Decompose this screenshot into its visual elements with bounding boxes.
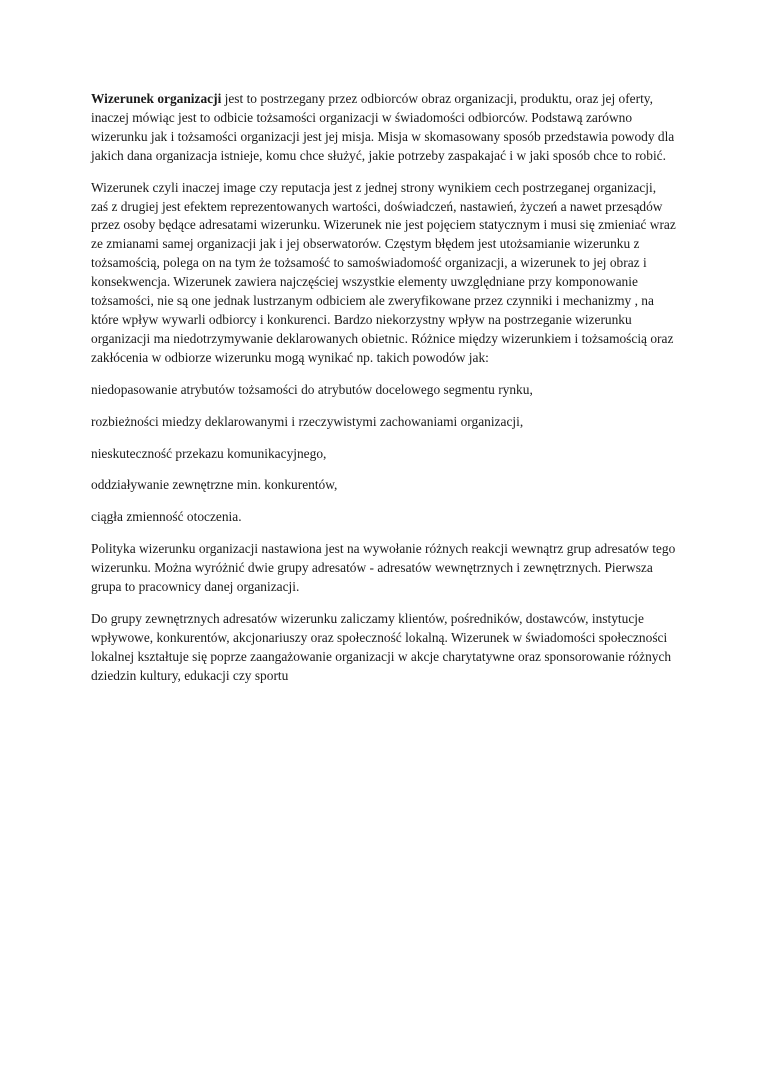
intro-text: jest to postrzegany przez odbiorców obraz organizacji, produktu, oraz jej oferty, inaczej mówiąc jest to odbicie tożsamości organizacji w świadomości odbiorców. Podstawą zarówno wizerunku jak i tożsamości organizacji jest jej misja. Misja w skomasowany sposób przedstawia powody dla jakich dana organizacja istnieje, komu chce służyć, jakie potrzeby zaspakajać i w jaki sposób chce to robić. xyxy=(91,91,675,163)
paragraph-external-recipients: Do grupy zewnętrznych adresatów wizerunku zaliczamy klientów, pośredników, dostawców, instytucje wpływowe, konkurentów, akcjonariuszy oraz społeczność lokalną. Wizerunek w świadomości społeczności lokalnej kształtuje się poprze zaangażowanie organizacji w akcje charytatywne oraz sponsorowanie różnych dziedzin kultury, edukacji czy sportu xyxy=(91,610,672,683)
reason-item: niedopasowanie atrybutów tożsamości do atrybutów docelowego segmentu rynku, xyxy=(91,381,533,397)
document-body xyxy=(91,90,676,699)
reason-item: rozbieżności miedzy deklarowanymi i rzeczywistymi zachowaniami organizacji, xyxy=(91,413,524,429)
reason-item: oddziaływanie zewnętrzne min. konkurentów, xyxy=(91,477,338,493)
paragraph-image-definition: Wizerunek czyli inaczej image czy reputacja jest z jednej strony wynikiem cech postrzeganej organizacji, zaś z drugiej jest efektem reprezentowanych wartości, doświadczeń, nastawień, życzeń a nawet przesądów przez osoby będące adresatami wizerunku. Wizerunek nie jest pojęciem statycznym i musi się zmieniać wraz ze zmianami samej organizacji jak i jej obserwatorów. Częstym błędem jest utożsamianie wizerunku z tożsamością, polega on na tym że tożsamość to samoświadomość organizacji, a wizerunek to jej obraz i konsekwencja. Wizerunek zawiera najczęściej wszystkie elementy uwzględniane przy komponowanie tożsamości, nie są one jednak lustrzanym odbiciem ale zweryfikowane przez czynniki i mechanizmy , na które wpływ wywarli odbiorcy i konkurenci. Bardzo niekorzystny wpływ na postrzeganie wizerunku organizacji ma niedotrzymywanie deklarowanych obietnic. Różnice między wizerunkiem i tożsamością oraz zakłócenia w odbiorze wizerunku mogą wynikać np. takich powodów jak: xyxy=(91,179,676,365)
paragraph-intro xyxy=(91,90,676,166)
intro-term: Wizerunek organizacji xyxy=(91,91,222,106)
reason-item: nieskuteczność przekazu komunikacyjnego, xyxy=(91,445,327,461)
reason-item: ciągła zmienność otoczenia. xyxy=(91,509,242,525)
paragraph-image-policy: Polityka wizerunku organizacji nastawiona jest na wywołanie różnych reakcji wewnątrz grup adresatów tego wizerunku. Można wyróżnić dwie grupy adresatów - adresatów wewnętrznych i zewnętrznych. Pierwsza grupa to pracownicy danej organizacji. xyxy=(91,541,676,595)
